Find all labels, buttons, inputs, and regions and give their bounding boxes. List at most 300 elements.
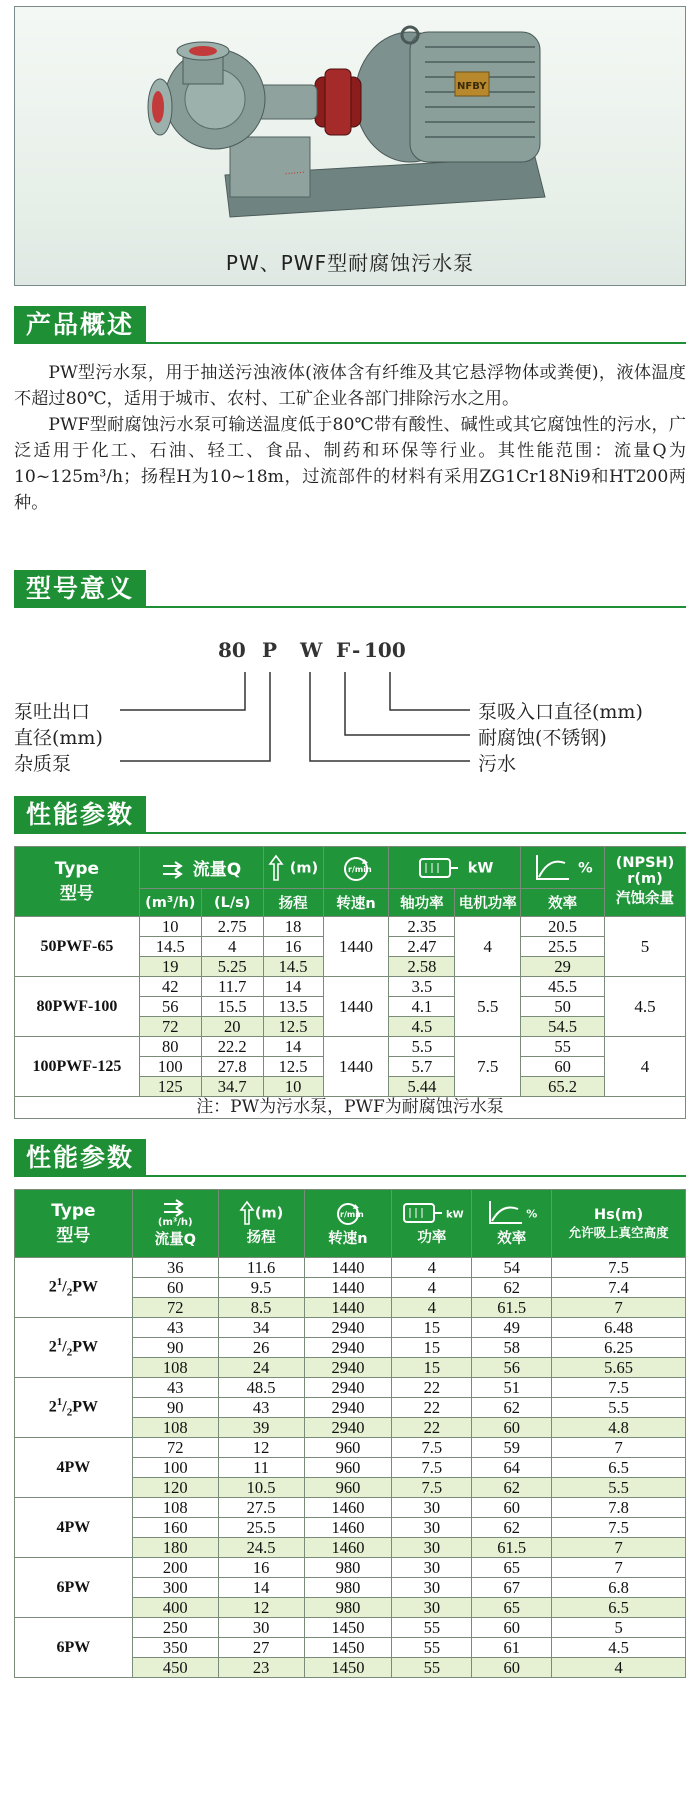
col-head: 扬程: [263, 889, 323, 917]
table-cell: 6.25: [552, 1338, 686, 1358]
col-type: [15, 847, 140, 917]
table-cell: 56: [139, 997, 201, 1017]
table-cell: 1440: [304, 1298, 392, 1318]
model-tail: PW: [72, 1338, 99, 1356]
section-divider: [14, 342, 686, 344]
model-main: 2: [48, 1338, 57, 1356]
overview-paragraph-2: PWF型耐腐蚀污水泵可输送温度低于80℃带有酸性、碱性或其它腐蚀性的污水，广泛适用于化工、石油、轻工、食品、制药和环保等行业。其性能范围：流量Q为10~125m³/h；扬程H为10~18m，过流部件的材料有采用ZG1Cr18Ni9和HT200两种。: [14, 415, 686, 513]
table-cell: 4.5: [389, 1017, 455, 1037]
code-part-size: 80: [218, 638, 246, 662]
table-row: [15, 917, 686, 937]
table-cell: 29: [521, 957, 605, 977]
npsh-line3: 汽蚀余量: [616, 891, 674, 907]
label-inlet: 泵吸入口直径(mm): [478, 701, 643, 723]
table-cell: 12: [218, 1438, 304, 1458]
type-en: Type: [54, 859, 100, 879]
table-cell: 7.5: [392, 1458, 472, 1478]
table-cell: 30: [392, 1518, 472, 1538]
npsh-line2: r(m): [627, 871, 663, 887]
col-efficiency: 效率: [521, 889, 605, 917]
table-cell: 1460: [304, 1498, 392, 1518]
table-cell: 7.8: [552, 1498, 686, 1518]
col-motor-power: 电机功率: [455, 889, 521, 917]
table-cell: 90: [132, 1338, 218, 1358]
model-cell: [15, 1258, 133, 1318]
table-cell: 14.5: [139, 937, 201, 957]
section-divider: [14, 832, 686, 834]
table-cell: 72: [139, 1017, 201, 1037]
model-cell: [15, 1558, 133, 1618]
table-cell: 15.5: [201, 997, 263, 1017]
col-power: [392, 1190, 472, 1258]
flow-icon: [161, 860, 187, 880]
table-cell: 34: [218, 1318, 304, 1338]
table-cell: 14: [263, 1037, 323, 1057]
table-cell: 80: [139, 1037, 201, 1057]
table-cell: 39: [218, 1418, 304, 1438]
table-cell: 300: [132, 1578, 218, 1598]
npsh-line1: (NPSH): [615, 855, 675, 871]
head-label: 扬程: [246, 1230, 276, 1246]
model-main: 6PW: [56, 1579, 91, 1596]
col-head: [218, 1190, 304, 1258]
table-cell: 2.58: [389, 957, 455, 977]
model-tail: PW: [72, 1278, 99, 1296]
table-cell: 100: [132, 1458, 218, 1478]
table-cell: 960: [304, 1438, 392, 1458]
table-cell: 5.25: [201, 957, 263, 977]
col-type: [15, 1190, 133, 1258]
table-cell: 15: [392, 1318, 472, 1338]
label-sewage: 污水: [478, 753, 517, 775]
model-cell: [15, 1618, 133, 1678]
table-cell: 24.5: [218, 1538, 304, 1558]
table-row: [15, 1037, 686, 1057]
table-cell: 250: [132, 1618, 218, 1638]
table1-note: 注：PW为污水泵，PWF为耐腐蚀污水泵: [14, 1097, 686, 1119]
table-cell: 72: [132, 1438, 218, 1458]
model-sup: 1: [56, 1395, 63, 1408]
table-cell: 5.5: [552, 1478, 686, 1498]
table-cell: 7: [552, 1298, 686, 1318]
table-cell: 400: [132, 1598, 218, 1618]
table-cell: 62: [472, 1398, 552, 1418]
table-cell: 64: [472, 1458, 552, 1478]
table-cell: 13.5: [263, 997, 323, 1017]
svg-text:r/min: r/min: [339, 1210, 364, 1219]
table-cell: 14: [263, 977, 323, 997]
table-cell: 43: [132, 1318, 218, 1338]
model-main: 2: [48, 1278, 57, 1296]
table-cell: 5.5: [389, 1037, 455, 1057]
table-cell: 7.5: [552, 1518, 686, 1538]
table-cell: 5.65: [552, 1358, 686, 1378]
table-cell: 25.5: [521, 937, 605, 957]
table-cell: 60: [472, 1418, 552, 1438]
table-cell: 9.5: [218, 1278, 304, 1298]
table-cell: 14.5: [263, 957, 323, 977]
model-cell: [15, 1318, 133, 1378]
table-cell: 20: [201, 1017, 263, 1037]
table-cell: 2.47: [389, 937, 455, 957]
table-cell: 4: [392, 1278, 472, 1298]
table-cell: 2.35: [389, 917, 455, 937]
col-speed: 转速n: [323, 889, 389, 917]
efficiency-curve-icon: [533, 853, 573, 883]
col-hs: [552, 1190, 686, 1258]
code-part-f: F: [336, 638, 351, 662]
flow-label: 流量Q: [154, 1232, 196, 1249]
table-cell: 1450: [304, 1638, 392, 1658]
table-cell: 30: [218, 1618, 304, 1638]
model-cell: [15, 1498, 133, 1558]
table-cell: 960: [304, 1458, 392, 1478]
efficiency-curve-icon: [486, 1199, 526, 1227]
model-main: 2: [48, 1398, 57, 1416]
table-cell: 2940: [304, 1378, 392, 1398]
table-cell: 59: [472, 1438, 552, 1458]
model-sub: 2: [66, 1346, 73, 1359]
table-cell: 51: [472, 1378, 552, 1398]
table-cell: 108: [132, 1358, 218, 1378]
table-cell: 350: [132, 1638, 218, 1658]
section-header-performance-1: 性能参数: [14, 796, 146, 834]
label-outlet-line1: 泵吐出口: [14, 701, 91, 723]
table-cell: 54.5: [521, 1017, 605, 1037]
model-cell: 50PWF-65: [15, 917, 140, 977]
hs-label: Hs(m): [594, 1206, 644, 1223]
table-row: [15, 1378, 686, 1398]
table-row: [15, 1498, 686, 1518]
table-cell: 1440: [304, 1258, 392, 1278]
table-cell: 67: [472, 1578, 552, 1598]
table-cell: 27: [218, 1638, 304, 1658]
type-cn: 型号: [56, 1226, 91, 1246]
efficiency-label: 效率: [497, 1231, 527, 1247]
table-cell: 200: [132, 1558, 218, 1578]
svg-text:r/min: r/min: [348, 864, 372, 874]
table-cell: 2940: [304, 1338, 392, 1358]
table-cell: 5.7: [389, 1057, 455, 1077]
type-en: Type: [51, 1201, 96, 1221]
table-cell: 7.5: [552, 1258, 686, 1278]
table-cell: 7.5: [392, 1438, 472, 1458]
section-header-overview: 产品概述: [14, 306, 146, 344]
table-cell: 1440: [304, 1278, 392, 1298]
flow-label: 流量Q: [192, 859, 242, 880]
kw-unit: kW: [446, 1209, 464, 1221]
table-cell: 65: [472, 1558, 552, 1578]
table-cell: 56: [472, 1358, 552, 1378]
table-cell: 2940: [304, 1418, 392, 1438]
table-cell: 10: [263, 1077, 323, 1097]
head-arrow-icon: [239, 1200, 255, 1226]
table-row: [15, 1318, 686, 1338]
table-cell: 100: [139, 1057, 201, 1077]
table-cell: 55: [392, 1618, 472, 1638]
table-cell: 22: [392, 1378, 472, 1398]
table-cell: 42: [139, 977, 201, 997]
table-cell: 2940: [304, 1318, 392, 1338]
table-cell: 61.5: [472, 1298, 552, 1318]
npsh-cell: 4: [605, 1037, 686, 1097]
table-cell: 4: [392, 1258, 472, 1278]
table-cell: 980: [304, 1598, 392, 1618]
section-divider: [14, 606, 686, 608]
table-cell: 60: [472, 1658, 552, 1678]
table-cell: 10.5: [218, 1478, 304, 1498]
table-cell: 36: [132, 1258, 218, 1278]
model-sub: 2: [66, 1286, 73, 1299]
table-row: [15, 1618, 686, 1638]
table-cell: 50: [521, 997, 605, 1017]
motor-icon: [416, 853, 462, 883]
model-sup: 1: [56, 1335, 63, 1348]
table-cell: 90: [132, 1398, 218, 1418]
table-row: [15, 1558, 686, 1578]
table-cell: 43: [218, 1398, 304, 1418]
head-unit: (m): [289, 860, 319, 876]
table-cell: 11: [218, 1458, 304, 1478]
section-divider: [14, 1175, 686, 1177]
flow-unit: (m³/h): [157, 1217, 193, 1229]
table-cell: 1450: [304, 1658, 392, 1678]
table-cell: 61.5: [472, 1538, 552, 1558]
table-cell: 65: [472, 1598, 552, 1618]
table-cell: 22: [392, 1398, 472, 1418]
table-cell: 1460: [304, 1538, 392, 1558]
eff-unit: %: [578, 860, 593, 876]
overview-paragraph-1: PW型污水泵，用于抽送污浊液体(液体含有纤维及其它悬浮物体或粪便)，液体温度不超过80℃，适用于城市、农村、工矿企业各部门排除污水之用。: [14, 363, 686, 409]
model-slash: /: [62, 1398, 67, 1416]
table-cell: 160: [132, 1518, 218, 1538]
table-cell: 16: [218, 1558, 304, 1578]
hero-panel: [14, 6, 686, 286]
table-cell: 125: [139, 1077, 201, 1097]
model-meaning-diagram: [0, 610, 700, 790]
speed-icon: [328, 1199, 368, 1227]
performance-table-2: [14, 1189, 686, 1678]
table-cell: 60: [472, 1498, 552, 1518]
table-cell: 54: [472, 1258, 552, 1278]
model-sub: 2: [66, 1406, 73, 1419]
table-cell: 27.5: [218, 1498, 304, 1518]
pump-image: [15, 7, 687, 247]
model-cell: 100PWF-125: [15, 1037, 140, 1097]
head-arrow-icon: [268, 854, 284, 882]
table-cell: 960: [304, 1478, 392, 1498]
table-cell: 2940: [304, 1358, 392, 1378]
col-speed: [304, 1190, 392, 1258]
table-cell: 30: [392, 1498, 472, 1518]
table-cell: 15: [392, 1358, 472, 1378]
table-cell: 43: [132, 1378, 218, 1398]
table-cell: 6.5: [552, 1598, 686, 1618]
table-row: [15, 1258, 686, 1278]
table-cell: 60: [521, 1057, 605, 1077]
code-part-inlet: 100: [364, 638, 406, 662]
table-cell: 27.8: [201, 1057, 263, 1077]
table-cell: 5.5: [552, 1398, 686, 1418]
table-cell: 108: [132, 1418, 218, 1438]
table-cell: 10: [139, 917, 201, 937]
table-cell: 4.8: [552, 1418, 686, 1438]
model-main: 4PW: [56, 1519, 91, 1536]
model-main: 6PW: [56, 1639, 91, 1656]
label-impurity: 杂质泵: [14, 753, 72, 775]
table-cell: 23: [218, 1658, 304, 1678]
table-cell: 4: [201, 937, 263, 957]
motor-icon: [400, 1200, 446, 1226]
table-cell: 60: [132, 1278, 218, 1298]
table-cell: 49: [472, 1318, 552, 1338]
section-header-performance-2: 性能参数: [14, 1139, 146, 1177]
label-outlet-line2: 直径(mm): [14, 727, 103, 749]
table-cell: 55: [392, 1658, 472, 1678]
power-label: 功率: [417, 1230, 447, 1246]
table-cell: 58: [472, 1338, 552, 1358]
col-efficiency: [472, 1190, 552, 1258]
table-cell: 3.5: [389, 977, 455, 997]
table-cell: 25.5: [218, 1518, 304, 1538]
head-unit: (m): [254, 1205, 284, 1222]
table-cell: 20.5: [521, 917, 605, 937]
label-corrosion: 耐腐蚀(不锈钢): [478, 727, 607, 749]
table-cell: 22.2: [201, 1037, 263, 1057]
model-cell: [15, 1378, 133, 1438]
table-cell: 11.7: [201, 977, 263, 997]
table-cell: 22: [392, 1418, 472, 1438]
table-cell: 6.5: [552, 1458, 686, 1478]
table-cell: 7: [552, 1438, 686, 1458]
table-cell: 16: [263, 937, 323, 957]
table-cell: 7.5: [552, 1378, 686, 1398]
overview-text: [14, 360, 686, 516]
table-cell: 26: [218, 1338, 304, 1358]
table-cell: 62: [472, 1478, 552, 1498]
table-cell: 2940: [304, 1398, 392, 1418]
col-shaft-power: 轴功率: [389, 889, 455, 917]
col-power-icon: [389, 847, 521, 889]
model-slash: /: [62, 1278, 67, 1296]
performance-table-1: [14, 846, 686, 1097]
col-flow-m3h: (m³/h): [139, 889, 201, 917]
table-cell: 7.4: [552, 1278, 686, 1298]
motor-power-cell: 5.5: [455, 977, 521, 1037]
table-cell: 30: [392, 1558, 472, 1578]
eff-unit: %: [526, 1207, 538, 1221]
npsh-cell: 5: [605, 917, 686, 977]
table-cell: 120: [132, 1478, 218, 1498]
section-header-model-meaning: 型号意义: [14, 570, 146, 608]
table-cell: 14: [218, 1578, 304, 1598]
table-cell: 980: [304, 1578, 392, 1598]
table-cell: 11.6: [218, 1258, 304, 1278]
model-slash: /: [62, 1338, 67, 1356]
model-main: 4PW: [56, 1459, 91, 1476]
table-cell: 45.5: [521, 977, 605, 997]
hs-desc: 允许吸上真空高度: [568, 1224, 669, 1240]
table-cell: 24: [218, 1358, 304, 1378]
table-cell: 55: [392, 1638, 472, 1658]
svg-text:·······: ·······: [284, 168, 306, 180]
col-flow: [132, 1190, 218, 1258]
table-cell: 61: [472, 1638, 552, 1658]
table-cell: 1460: [304, 1518, 392, 1538]
table-cell: 12.5: [263, 1057, 323, 1077]
col-speed-icon: [323, 847, 389, 889]
table-cell: 60: [472, 1618, 552, 1638]
code-part-dash: -: [352, 638, 361, 662]
type-cn: 型号: [59, 884, 94, 904]
table-cell: 65.2: [521, 1077, 605, 1097]
table-cell: 6.8: [552, 1578, 686, 1598]
table-cell: 62: [472, 1518, 552, 1538]
code-part-w: W: [300, 638, 323, 662]
table-cell: 34.7: [201, 1077, 263, 1097]
table-cell: 5: [552, 1618, 686, 1638]
table-cell: 7: [552, 1558, 686, 1578]
table-row: [15, 1438, 686, 1458]
npsh-cell: 4.5: [605, 977, 686, 1037]
table-cell: 4.1: [389, 997, 455, 1017]
table-cell: 108: [132, 1498, 218, 1518]
table-cell: 5.44: [389, 1077, 455, 1097]
table-cell: 19: [139, 957, 201, 977]
kw-unit: kW: [467, 860, 494, 876]
motor-power-cell: 4: [455, 917, 521, 977]
table-cell: 55: [521, 1037, 605, 1057]
col-npsh: [605, 847, 686, 917]
table-cell: 1450: [304, 1618, 392, 1638]
speed-cell: 1440: [323, 1037, 389, 1097]
col-eff-icon: [521, 847, 605, 889]
table-cell: 15: [392, 1338, 472, 1358]
table-cell: 980: [304, 1558, 392, 1578]
nameplate-text: NFBY: [457, 81, 487, 92]
table-cell: 7.5: [392, 1478, 472, 1498]
table-cell: 30: [392, 1538, 472, 1558]
table-cell: 30: [392, 1578, 472, 1598]
table-cell: 6.48: [552, 1318, 686, 1338]
col-flow-ls: (L/s): [201, 889, 263, 917]
speed-cell: 1440: [323, 977, 389, 1037]
speed-label: 转速n: [328, 1231, 368, 1247]
flow-icon: [162, 1199, 188, 1217]
model-sup: 1: [56, 1275, 63, 1288]
table-cell: 7: [552, 1538, 686, 1558]
code-part-p: P: [262, 638, 278, 662]
table-cell: 4: [552, 1658, 686, 1678]
speed-cell: 1440: [323, 917, 389, 977]
table-cell: 450: [132, 1658, 218, 1678]
speed-icon: [336, 853, 376, 883]
table-cell: 4: [392, 1298, 472, 1318]
table-cell: 8.5: [218, 1298, 304, 1318]
table-cell: 180: [132, 1538, 218, 1558]
table-row: [15, 977, 686, 997]
model-cell: [15, 1438, 133, 1498]
table-cell: 30: [392, 1598, 472, 1618]
table-cell: 62: [472, 1278, 552, 1298]
model-tail: PW: [72, 1398, 99, 1416]
model-cell: 80PWF-100: [15, 977, 140, 1037]
col-flow: [139, 847, 263, 889]
table-cell: 12.5: [263, 1017, 323, 1037]
table-cell: 12: [218, 1598, 304, 1618]
table-cell: 18: [263, 917, 323, 937]
motor-power-cell: 7.5: [455, 1037, 521, 1097]
